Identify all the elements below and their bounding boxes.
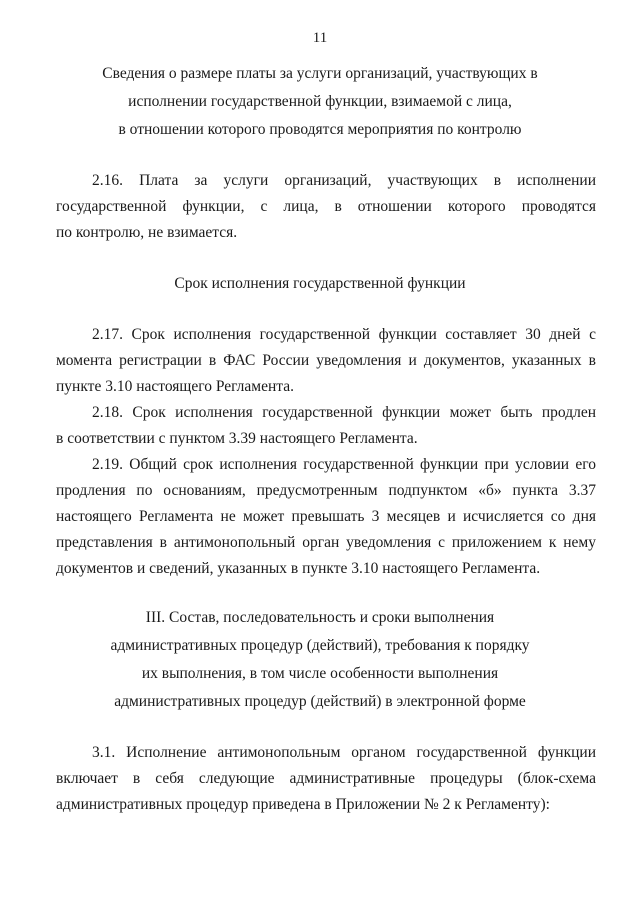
paragraph-2-18 xyxy=(56,400,596,452)
paragraph-line: представления в антимонопольный орган уведомления с приложением к нему xyxy=(56,534,596,551)
heading-line: административных процедур (действий) в электронной форме xyxy=(114,693,526,710)
deadline-section-heading xyxy=(40,270,600,298)
paragraph-line: 3.1. Исполнение антимонопольным органом государственной функции xyxy=(92,744,596,761)
paragraph-line: государственной функции, с лица, в отношении которого проводятся xyxy=(56,198,596,215)
heading-line: в отношении которого проводятся мероприятия по контролю xyxy=(118,121,522,138)
heading-line: административных процедур (действий), требования к порядку xyxy=(110,637,530,654)
fee-section-heading xyxy=(40,60,600,144)
paragraph-3-1 xyxy=(56,740,596,818)
paragraph-line: включает в себя следующие административные процедуры (блок-схема xyxy=(56,770,596,787)
paragraph-line: момента регистрации в ФАС России уведомления и документов, указанных в xyxy=(56,352,596,369)
heading-line: их выполнения, в том числе особенности выполнения xyxy=(141,665,499,682)
paragraph-2-16 xyxy=(56,168,596,246)
paragraph-line: документов и сведений, указанных в пункте 3.10 настоящего Регламента. xyxy=(56,560,541,577)
heading-line: Сведения о размере платы за услуги организаций, участвующих в xyxy=(102,65,538,82)
paragraph-line: 2.18. Срок исполнения государственной функции может быть продлен xyxy=(92,404,596,421)
paragraph-line: 2.16. Плата за услуги организаций, участвующих в исполнении xyxy=(92,172,596,189)
paragraph-2-19 xyxy=(56,452,596,582)
paragraph-line: 2.19. Общий срок исполнения государственной функции при условии его xyxy=(92,456,596,473)
paragraph-line: настоящего Регламента не может превышать 3 месяцев и исчисляется со дня xyxy=(56,508,596,525)
paragraph-line: административных процедур приведена в Приложении № 2 к Регламенту): xyxy=(56,796,550,813)
paragraph-line: по контролю, не взимается. xyxy=(56,224,238,241)
heading-line: исполнении государственной функции, взимаемой с лица, xyxy=(128,93,512,110)
heading-line: Срок исполнения государственной функции xyxy=(174,275,466,292)
page-number: 11 xyxy=(312,30,328,46)
section-3-heading xyxy=(40,604,600,716)
heading-line: III. Состав, последовательность и сроки выполнения xyxy=(145,609,495,626)
paragraph-line: пункте 3.10 настоящего Регламента. xyxy=(56,378,294,395)
paragraph-2-17 xyxy=(56,322,596,400)
paragraph-line: в соответствии с пунктом 3.39 настоящего Регламента. xyxy=(56,430,418,447)
paragraph-line: продления по основаниям, предусмотренным подпунктом «б» пункта 3.37 xyxy=(56,482,596,499)
paragraph-line: 2.17. Срок исполнения государственной функции составляет 30 дней с xyxy=(92,326,596,343)
